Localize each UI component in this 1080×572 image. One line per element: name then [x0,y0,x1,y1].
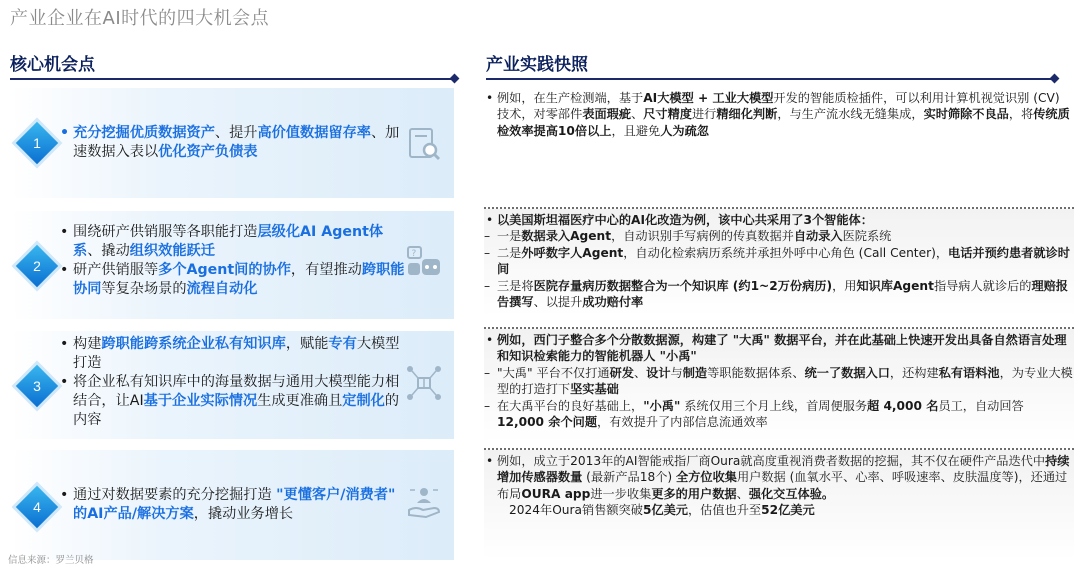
page-title: 产业企业在AI时代的四大机会点 [10,8,270,29]
knowledge-network-icon [406,365,442,401]
example-subpoint: – 一是数据录入Agent，自动识别手写病例的传真数据并自动录入医院系统 [484,228,1074,244]
opportunity-number: 4 [33,499,41,515]
example-card-4 [484,448,1074,560]
opportunity-text: • 将企业私有知识库中的海量数据与通用大模型能力相结合，让AI基于企业实际情况生成更准确且定制化的内容 [60,373,405,430]
example-heading: • 例如，西门子整合多个分散数据源，构建了 "大禹" 数据平台，并在此基础上快速开发出具备自然语言处理和知识检索能力的智能机器人 "小禹" [484,332,1074,365]
example-heading: • 以美国斯坦福医疗中心的AI化改造为例，该中心共采用了3个智能体： [484,212,1074,228]
document-search-icon [406,126,442,162]
opportunity-number: 3 [33,378,41,394]
opportunity-card-2 [10,211,454,319]
right-section-divider [486,78,1054,80]
opportunity-card-3 [10,331,454,439]
opportunity-text: • 研产供销服等多个Agent间的协作，有望推动跨职能协同等复杂场景的流程自动化 [60,261,405,299]
example-card-2 [484,207,1074,317]
opportunity-text: • 围绕研产供销服等各职能打造层级化AI Agent体系、撬动组织效能跃迁 [60,223,405,261]
opportunity-card-4 [10,450,454,560]
opportunity-text: • 充分挖掘优质数据资产、提升高价值数据留存率、加速数据入表以优化资产负债表 [60,124,405,162]
user-care-icon [406,484,442,520]
opportunity-text: • 通过对数据要素的充分挖掘打造 "更懂客户/消费者" 的AI产品/解决方案，撬动业务增长 [60,486,405,524]
opportunity-number: 1 [33,135,41,151]
example-text: • 例如，成立于2013年的AI智能戒指厂商Oura就高度重视消费者数据的挖掘，其不仅在硬件产品迭代中持续增加传感器数量 (最新产品18个) 全方位收集用户数据 (血氧水平、心率、呼吸速率、皮肤温度等)，还通过布局OURA app进一步收集更多的用户数据、强化交互体验。 [484,453,1074,502]
opportunity-text: • 构建跨职能跨系统企业私有知识库，赋能专有大模型打造 [60,335,405,373]
example-text: 2024年Oura销售额突破5亿美元，估值也升至52亿美元 [509,503,815,518]
example-subpoint: – 三是将医院存量病历数据整合为一个知识库 (约1~2万份病历)，用知识库Agent指导病人就诊后的理赔报告撰写、以提升成功赔付率 [484,278,1074,311]
right-section-title: 产业实践快照 [486,55,588,75]
left-section-divider [10,78,454,80]
source-note: 信息来源：罗兰贝格 [8,555,94,566]
example-subpoint: – "大禹" 平台不仅打通研发、设计与制造等职能数据体系、统一了数据入口，还构建私有语料池，为专业大模型的打造打下坚实基础 [484,365,1074,398]
left-section-title: 核心机会点 [10,55,95,75]
opportunity-number: 2 [33,258,41,274]
agent-robot-icon [406,245,442,281]
example-subpoint: – 二是外呼数字人Agent，自动化检索病历系统并承担外呼中心角色 (Call Center)，电话并预约患者就诊时间 [484,245,1074,278]
example-card-1 [484,90,1074,194]
example-card-3 [484,327,1074,443]
example-subpoint: – 在大禹平台的良好基础上，"小禹" 系统仅用三个月上线，首周便服务超 4,000 名员工，自动回答 12,000 余个问题，有效提升了内部信息流通效率 [484,398,1074,431]
example-text: • 例如，在生产检测端，基于AI大模型 + 工业大模型开发的智能质检插件，可以利用计算机视觉识别 (CV) 技术，对零部件表面瑕疵、尺寸精度进行精细化判断，与生产流水线无缝集成，实时筛除不良品，将传统质检效率提高10倍以上，且避免人为疏忽 [484,90,1074,139]
opportunity-card-1 [10,88,454,198]
svg-text:?: ? [411,249,417,259]
